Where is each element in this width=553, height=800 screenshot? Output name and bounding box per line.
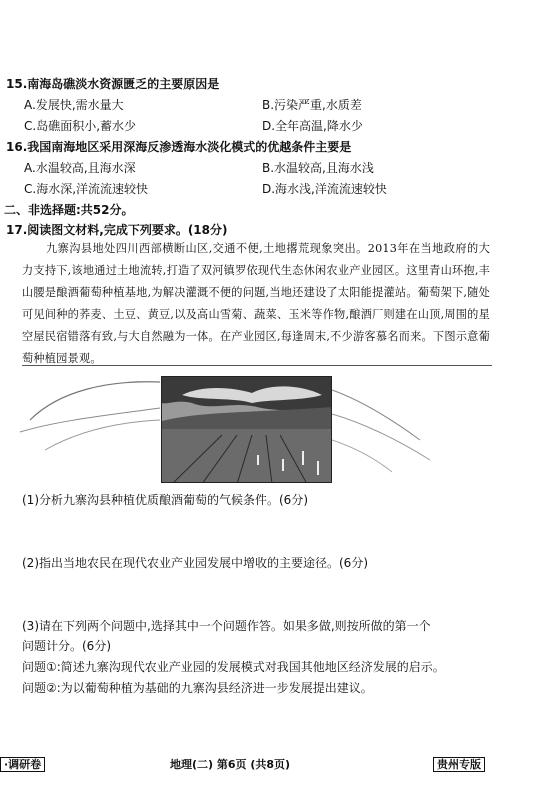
q17-issue2: 问题②:为以葡萄种植为基础的九寨沟县经济进一步发展提出建议。	[22, 681, 373, 695]
vineyard-image	[162, 377, 332, 483]
q17-sub3-line2: 问题计分。(6分)	[22, 639, 111, 653]
q15-stem: 15.南海岛礁淡水资源匮乏的主要原因是	[6, 77, 220, 91]
q17-stem: 17.阅读图文材料,完成下列要求。(18分)	[6, 223, 228, 237]
q16-option-a: A.水温较高,且海水深	[24, 161, 136, 175]
vineyard-photo	[161, 376, 332, 483]
q17-sub1: (1)分析九寨沟县种植优质酿酒葡萄的气候条件。(6分)	[22, 493, 308, 507]
footer-page-number: 地理(二) 第6页 (共8页)	[170, 758, 291, 771]
q16-option-b: B.水温较高,且海水浅	[262, 161, 374, 175]
q17-sub2: (2)指出当地农民在现代农业产业园发展中增收的主要途径。(6分)	[22, 556, 368, 570]
q15-option-b: B.污染严重,水质差	[262, 98, 362, 112]
q15-option-c: C.岛礁面积小,蓄水少	[24, 119, 137, 133]
q16-option-d: D.海水浅,洋流流速较快	[262, 182, 387, 196]
q15-option-d: D.全年高温,降水少	[262, 119, 363, 133]
section-heading: 二、非选择题:共52分。	[4, 203, 134, 217]
footer-edition-label: 贵州专版	[433, 757, 485, 772]
footer-left-label: ·调研卷	[0, 757, 45, 772]
q16-option-c: C.海水深,洋流流速较快	[24, 182, 149, 196]
q15-option-a: A.发展快,需水量大	[24, 98, 124, 112]
q17-material: 九寨沟县地处四川西部横断山区,交通不便,土地撂荒现象突出。2013年在当地政府的大力支持下,该地通过土地流转,打造了双河镇罗依现代生态休闲农业产业园区。这里青山环抱,丰山腰是酿酒葡萄种植基地,为解决灌溉不便的问题,当地还建设了太阳能提灌站。葡萄架下,随处可见间种的荞麦、土豆、黄豆,以及高山雪菊、蔬菜、玉米等作物,酿酒厂则建在山顶,周围的星空屋民宿错落有致,与大自然融为一体。在产业园区,每逢周末,不少游客慕名而来。下图示意葡萄种植园景观。	[22, 242, 490, 365]
q16-stem: 16.我国南海地区采用深海反渗透海水淡化模式的优越条件主要是	[6, 140, 352, 154]
q17-sub3-line1: (3)请在下列两个问题中,选择其中一个问题作答。如果多做,则按所做的第一个	[22, 619, 431, 633]
q17-issue1: 问题①:简述九寨沟现代农业产业园的发展模式对我国其他地区经济发展的启示。	[22, 660, 445, 674]
footer-left	[0, 758, 45, 772]
footer-right	[433, 758, 485, 772]
